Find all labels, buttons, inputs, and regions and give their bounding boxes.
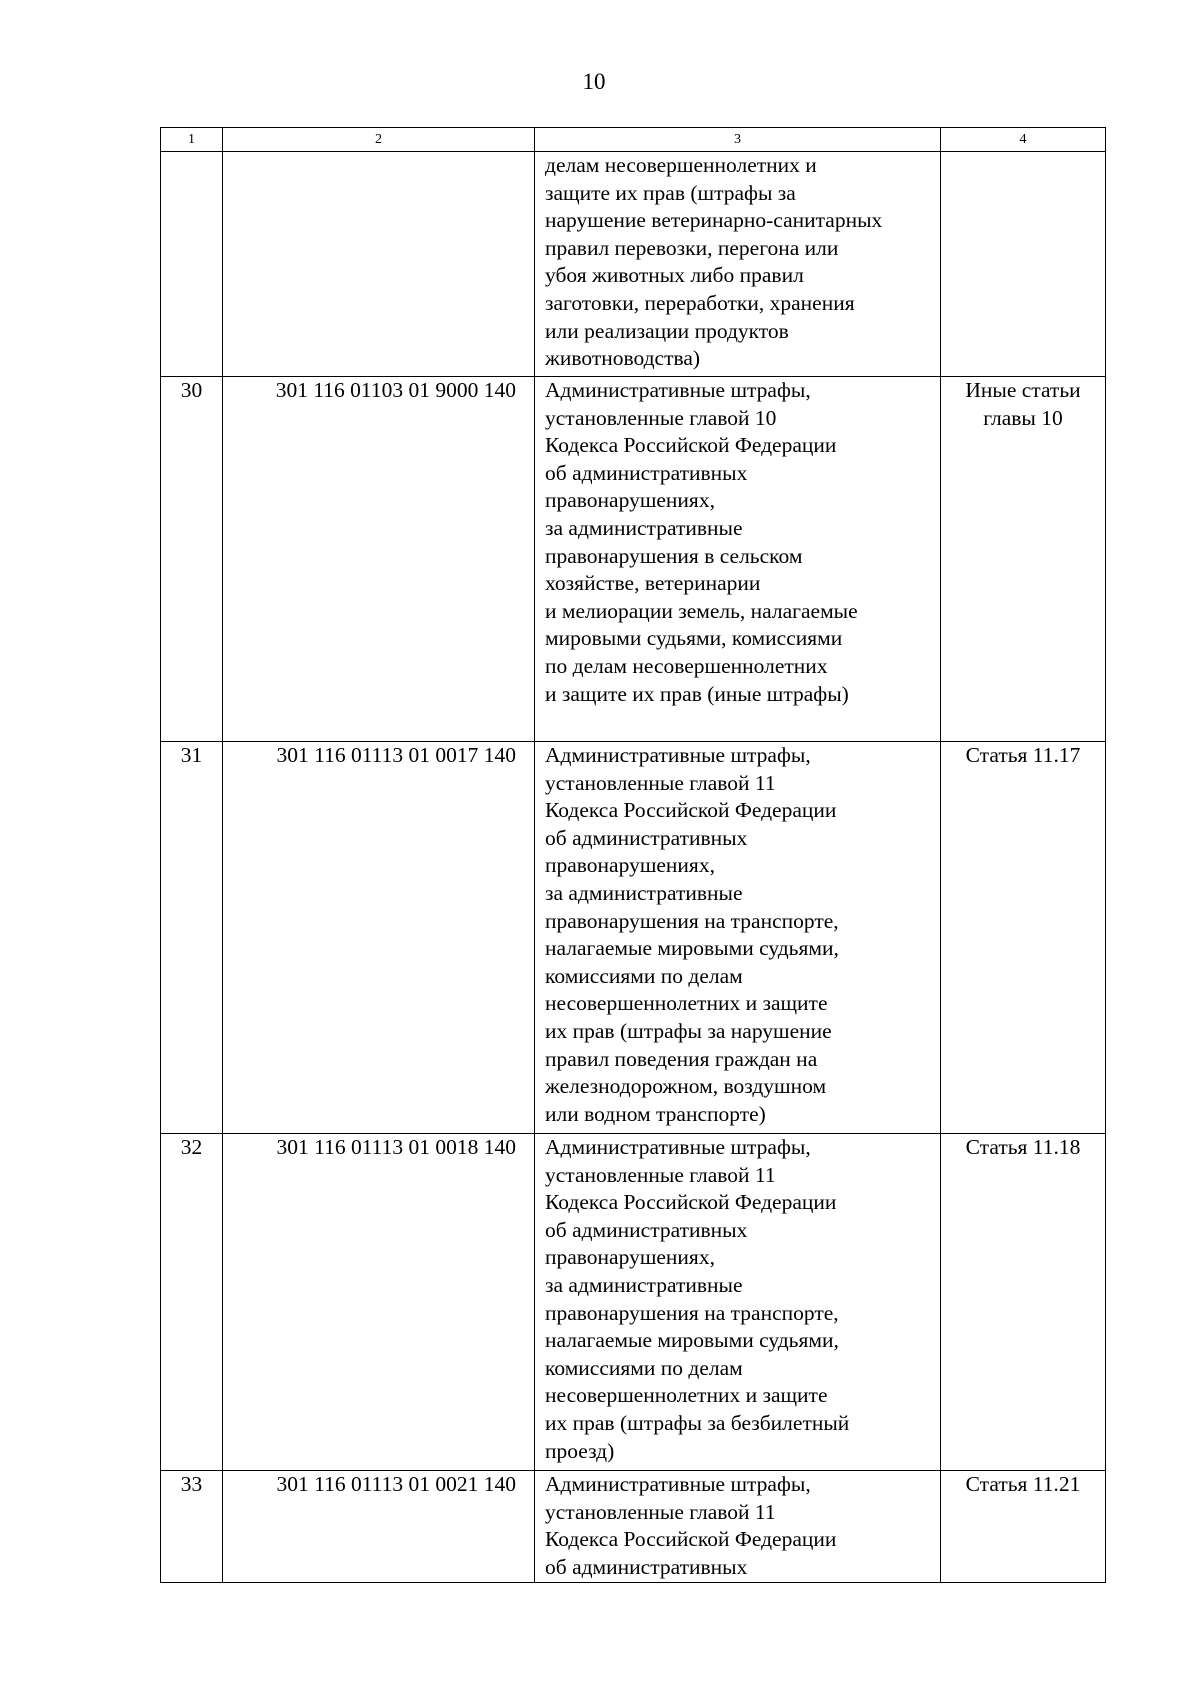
description-line: железнодорожном, воздушном [545,1074,827,1099]
description-line: правонарушения на транспорте, [545,908,839,933]
description-line: об административных [545,460,748,485]
article-text: Статья 11.17 [965,743,1081,767]
description-line: их прав (штрафы за нарушение [545,1018,832,1043]
description-line: за административные [545,515,743,540]
description-line: заготовки, переработки, хранения [545,290,855,315]
article-cell [941,377,1106,742]
description-line: Кодекса Российской Федерации [545,1527,837,1552]
description-line: правонарушениях, [545,1245,715,1270]
description-line: об административных [545,1217,748,1242]
budget-code-cell: 301 116 01113 01 0021 140 [223,1471,535,1583]
description-cell [535,742,941,1134]
page-number: 10 [582,69,606,94]
table-header-row [161,128,1106,152]
row-number-cell: 33 [161,1471,223,1583]
article-text: Статья 11.18 [965,1135,1081,1159]
description-line: и мелиорации земель, налагаемые [545,598,858,623]
fines-table [160,127,1106,1583]
description-line: Кодекса Российской Федерации [545,1190,837,1215]
description-cell [535,377,941,742]
description-line: несовершеннолетних и защите [545,1383,828,1408]
row-number-cell: 30 [161,377,223,742]
description-line: налагаемые мировыми судьями, [545,1328,839,1353]
article-cell [941,1134,1106,1471]
table-row [161,152,1106,377]
description-line: и защите их прав (иные штрафы) [545,681,849,706]
description-line: установленные главой 11 [545,1162,776,1187]
description-line: об административных [545,1554,748,1579]
description-line: установленные главой 11 [545,770,776,795]
column-description-header: 3 [535,128,941,152]
article-text: Статья 11.21 [965,1472,1081,1496]
table-row [161,1471,1106,1583]
table-row [161,742,1106,1134]
description-line: налагаемые мировыми судьями, [545,936,839,961]
column-code-header: 2 [223,128,535,152]
description-line: правил перевозки, перегона или [545,235,839,260]
description-line: несовершеннолетних и защите [545,991,828,1016]
description-line: за административные [545,880,743,905]
description-line: правил поведения граждан на [545,1046,818,1071]
description-line: об административных [545,825,748,850]
description-line: Административные штрафы, [545,378,811,402]
description-line: или водном транспорте) [545,1101,766,1126]
description-line: установленные главой 10 [545,405,777,430]
column-number-header: 1 [161,128,223,152]
budget-code-cell: 301 116 01103 01 9000 140 [223,377,535,742]
description-cell [535,1471,941,1583]
description-line: правонарушениях, [545,488,715,513]
description-line: делам несовершеннолетних и [545,153,817,177]
article-cell [941,152,1106,377]
row-number-cell [161,152,223,377]
row-number-cell: 31 [161,742,223,1134]
description-line: правонарушениях, [545,853,715,878]
description-line: проезд) [545,1438,615,1463]
description-line: Кодекса Российской Федерации [545,798,837,823]
row-number-cell: 32 [161,1134,223,1471]
description-line: комиссиями по делам [545,1355,743,1380]
budget-code-cell [223,152,535,377]
description-line: Административные штрафы, [545,1135,811,1159]
description-line: защите их прав (штрафы за [545,180,796,205]
description-line: установленные главой 11 [545,1499,776,1524]
description-line: или реализации продуктов [545,318,789,343]
budget-code-cell: 301 116 01113 01 0017 140 [223,742,535,1134]
article-text: Иные статьи главы 10 [965,378,1081,430]
description-line: их прав (штрафы за безбилетный [545,1410,850,1435]
description-line: животноводства) [545,346,701,371]
budget-code-cell: 301 116 01113 01 0018 140 [223,1134,535,1471]
description-cell [535,152,941,377]
description-line: комиссиями по делам [545,963,743,988]
description-line: Административные штрафы, [545,1472,811,1496]
description-line: нарушение ветеринарно-санитарных [545,208,883,233]
table-row [161,1134,1106,1471]
table-row [161,377,1106,742]
description-line: Административные штрафы, [545,743,811,767]
description-line: убоя животных либо правил [545,263,804,288]
description-line: по делам несовершеннолетних [545,653,828,678]
description-cell [535,1134,941,1471]
description-line: правонарушения в сельском [545,543,803,568]
article-cell [941,1471,1106,1583]
description-line: хозяйстве, ветеринарии [545,571,761,596]
column-article-header: 4 [941,128,1106,152]
description-line: мировыми судьями, комиссиями [545,626,843,651]
article-cell [941,742,1106,1134]
description-line: правонарушения на транспорте, [545,1300,839,1325]
description-line: за административные [545,1272,743,1297]
description-line: Кодекса Российской Федерации [545,433,837,458]
